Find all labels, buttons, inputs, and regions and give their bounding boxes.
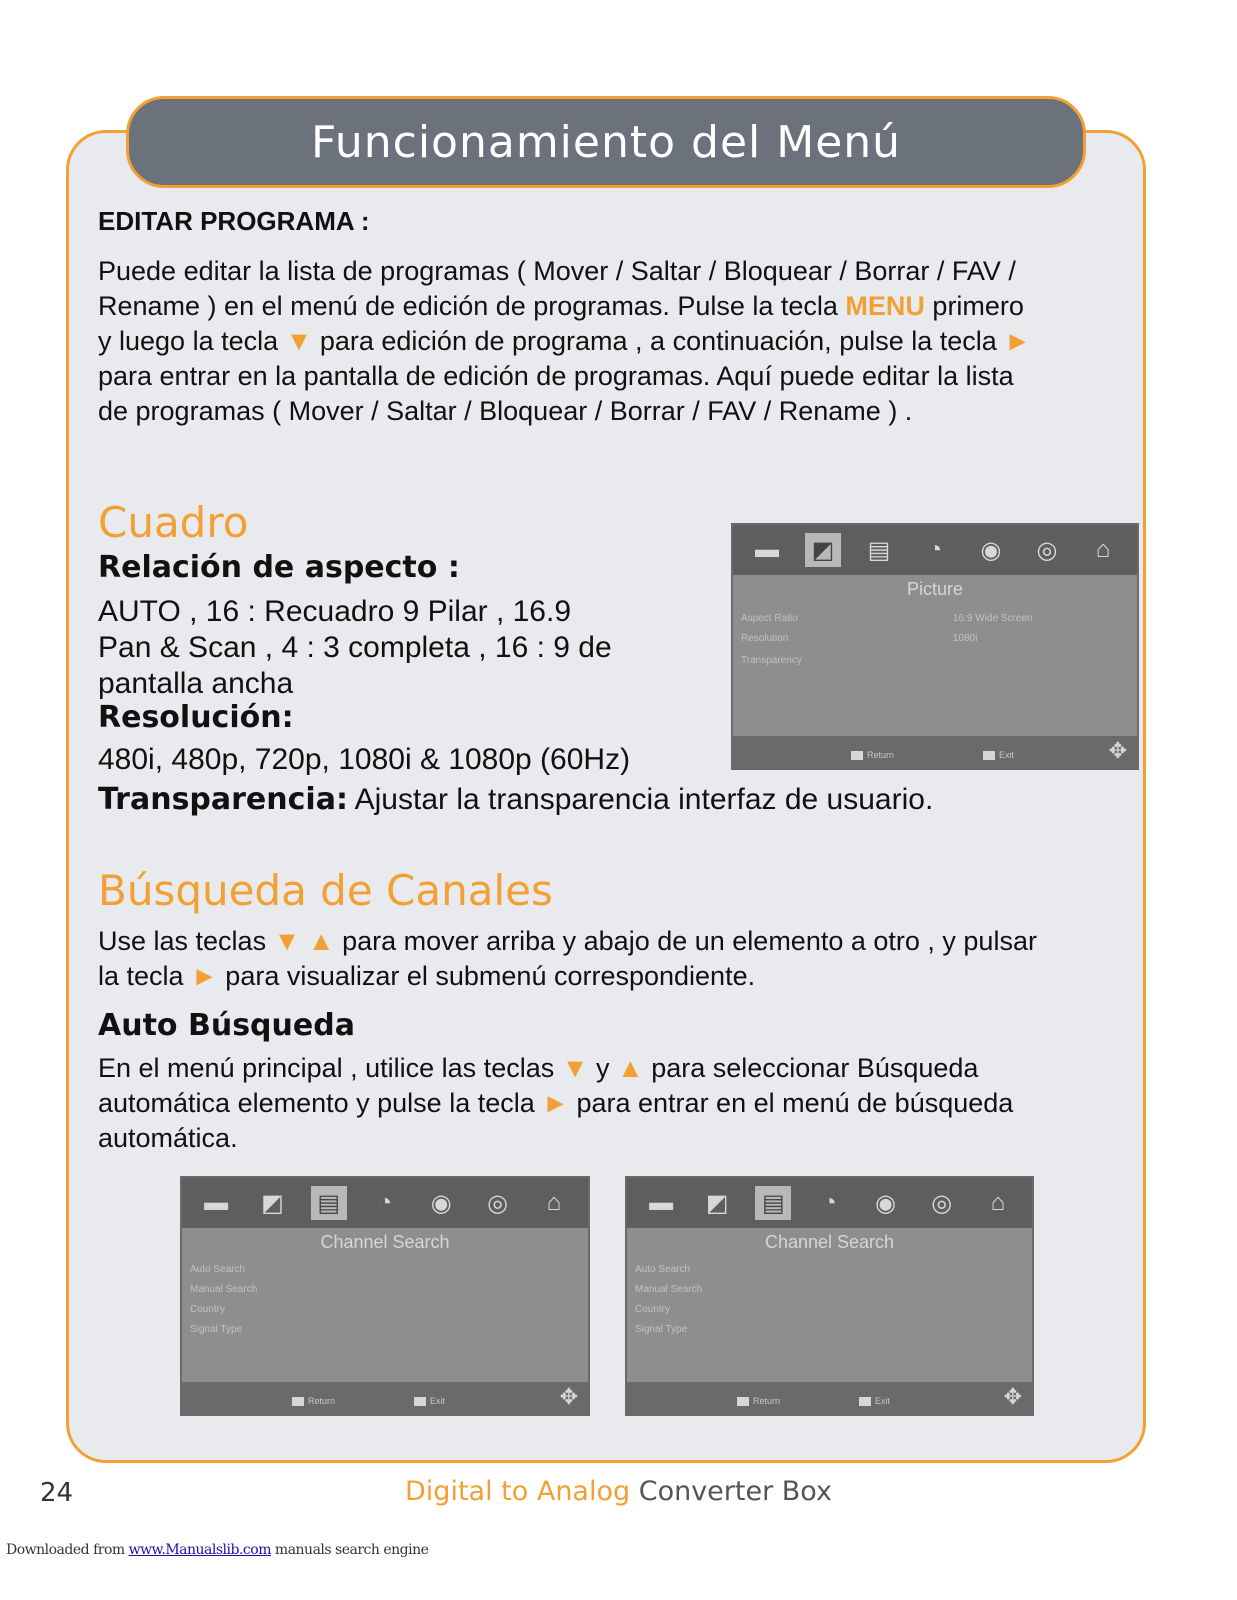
transparency-line: Transparencia: Ajustar la transparencia interfaz de usuario. <box>98 782 934 817</box>
navigation-pad-icon: ✥ <box>1003 1384 1022 1409</box>
screen-footer <box>627 1382 1032 1414</box>
editar-line-4: para entrar en la pantalla de edición de programas. Aquí puede editar la lista <box>98 361 1014 391</box>
settings-icon: ◉ <box>875 1189 897 1217</box>
menu-icon-bar <box>627 1178 1032 1228</box>
down-arrow-icon: ▼ <box>561 1053 589 1083</box>
down-arrow-icon: ▼ <box>273 926 301 956</box>
channel-search-icon: ▤ <box>867 536 891 564</box>
right-arrow-icon: ► <box>542 1088 569 1118</box>
screen-footer <box>733 736 1137 768</box>
screen-title: Picture <box>906 579 964 599</box>
page-number: 24 <box>40 1478 74 1508</box>
right-arrow-icon: ► <box>1004 326 1032 356</box>
up-arrow-icon: ▲ <box>616 1053 644 1083</box>
transparency-label: Transparencia: <box>98 782 348 817</box>
lock-icon: ◎ <box>487 1189 509 1217</box>
editar-line-2: Rename ) en el menú de edición de programas. Pulse la tecla MENU primero <box>98 291 1024 321</box>
channel-search-icon: ▤ <box>311 1186 347 1220</box>
tools-icon: ⌂ <box>1095 536 1111 563</box>
tools-icon: ⌂ <box>990 1189 1006 1216</box>
channel-search-screenshot-1: ▬ ◩ ▤ ◔ ◉ ◎ ⌂ Channel Search Auto Search Manual Search Country Signal Type Return Exit ✥ <box>180 1176 590 1416</box>
editar-paragraph <box>98 254 1128 429</box>
editar-line-5: de programas ( Mover / Saltar / Bloquear / Borrar / FAV / Rename ) . <box>98 396 913 426</box>
lock-icon: ◎ <box>1036 536 1058 564</box>
editar-programa-label: EDITAR PROGRAMA : <box>98 206 370 236</box>
settings-icon: ◉ <box>980 536 1002 564</box>
right-arrow-icon: ► <box>191 961 218 991</box>
menu-icon-bar <box>182 1178 588 1228</box>
menu-icon-bar <box>733 525 1137 575</box>
clock-icon: ◔ <box>927 536 943 563</box>
page-title: Funcionamiento del Menú <box>126 96 1086 188</box>
screen-footer <box>182 1382 588 1414</box>
picture-icon: ◩ <box>705 1189 729 1217</box>
footer-title: Digital to Analog Converter Box <box>405 1476 832 1507</box>
picture-icon: ◩ <box>261 1189 284 1217</box>
navigation-pad-icon: ✥ <box>1108 738 1127 763</box>
busqueda-paragraph: Use las teclas ▼ ▲ para mover arriba y abajo de un elemento a otro , y pulsar la tecla ► para visualizar el submenú correspondiente. <box>98 926 1037 991</box>
lock-icon: ◎ <box>931 1189 953 1217</box>
resolution-values: 480i, 480p, 720p, 1080i & 1080p (60Hz) <box>98 743 631 776</box>
tools-icon: ⌂ <box>546 1189 562 1216</box>
channel-search-screenshot-2: ▬ ◩ ▤ ◔ ◉ ◎ ⌂ Channel Search Auto Search Manual Search Country Signal Type Return Exit ✥ <box>625 1176 1034 1416</box>
manualslib-link[interactable]: www.Manualslib.com <box>128 1542 271 1558</box>
editar-line-1: Puede editar la lista de programas ( Mover / Saltar / Bloquear / Borrar / FAV / <box>98 256 1016 286</box>
picture-menu-screenshot: ▬ ◩ ▤ ◔ ◉ ◎ ⌂ Picture Aspect Ratio Resolution Transparency 16:9 Wide Screen 1080i Return Exit ✥ <box>731 523 1139 770</box>
auto-busqueda-paragraph: En el menú principal , utilice las teclas ▼ y ▲ para seleccionar Búsqueda automática elemento y pulse la tecla ► para entrar en el menú de búsqueda automática. <box>98 1053 1014 1153</box>
settings-icon: ◉ <box>430 1189 452 1217</box>
picture-icon: ◩ <box>805 533 841 567</box>
resolution-heading: Resolución: <box>98 700 294 735</box>
menu-key-label: MENU <box>845 291 925 321</box>
navigation-pad-icon: ✥ <box>559 1384 578 1409</box>
tv-icon: ▬ <box>755 536 779 563</box>
screen-title: Channel Search <box>764 1232 895 1252</box>
aspect-ratio-values: AUTO , 16 : Recuadro 9 Pilar , 16.9 Pan & Scan , 4 : 3 completa , 16 : 9 de pantalla ancha <box>98 595 612 700</box>
aspect-ratio-heading: Relación de aspecto : <box>98 550 460 585</box>
auto-busqueda-heading: Auto Búsqueda <box>98 1008 355 1043</box>
editar-line-3: y luego la tecla ▼ para edición de programa , a continuación, pulse la tecla ► <box>98 326 1032 356</box>
up-arrow-icon: ▲ <box>307 926 335 956</box>
screen-title: Channel Search <box>320 1232 450 1252</box>
busqueda-heading: Búsqueda de Canales <box>98 866 553 915</box>
download-notice: Downloaded from www.Manualslib.com manuals search engine <box>6 1542 429 1558</box>
clock-icon: ◔ <box>377 1189 393 1216</box>
clock-icon: ◔ <box>822 1189 837 1216</box>
tv-icon: ▬ <box>649 1189 674 1216</box>
tv-icon: ▬ <box>204 1189 229 1216</box>
cuadro-heading: Cuadro <box>98 498 249 547</box>
down-arrow-icon: ▼ <box>285 326 313 356</box>
channel-search-icon: ▤ <box>755 1186 791 1220</box>
